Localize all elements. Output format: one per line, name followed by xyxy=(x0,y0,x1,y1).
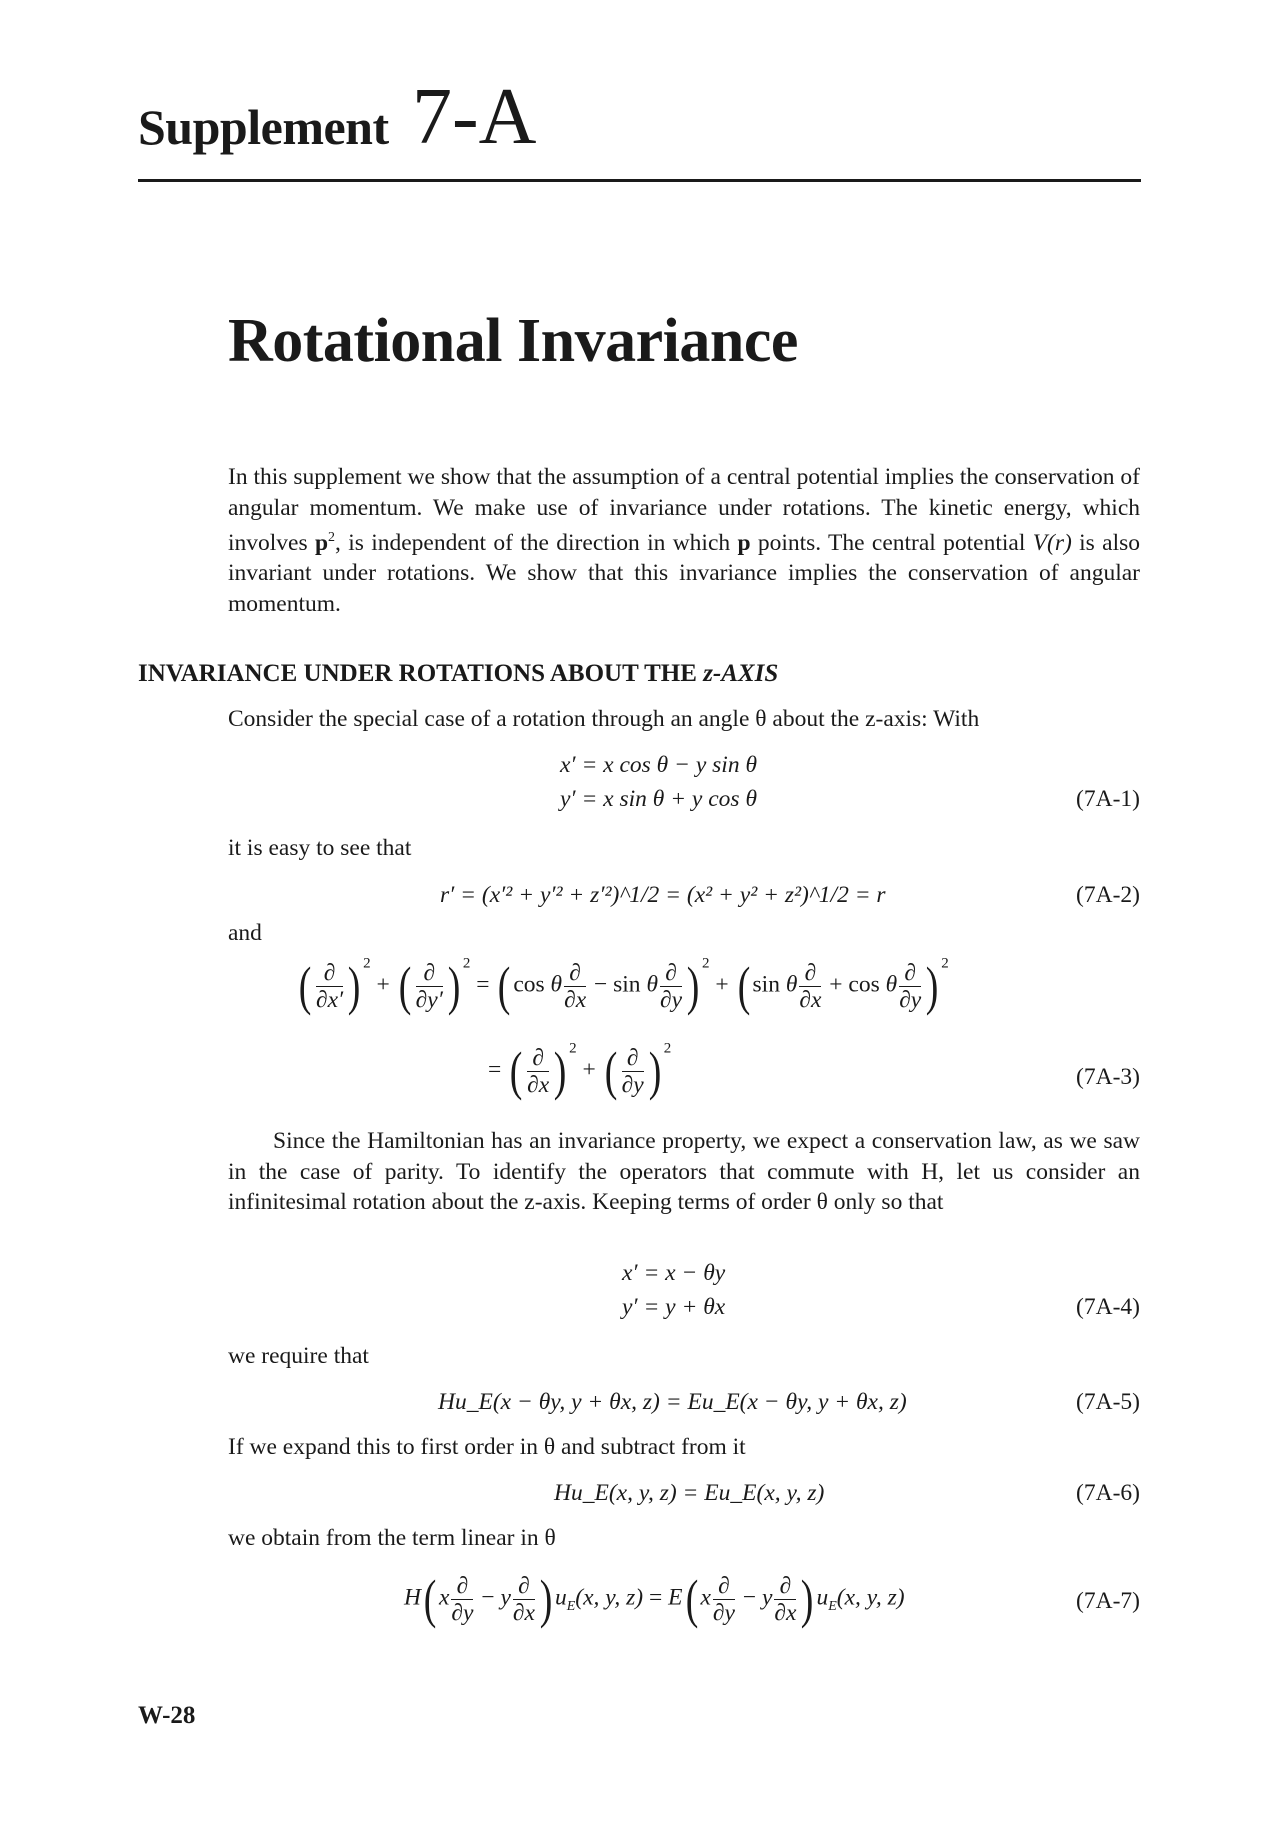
easy-text: it is easy to see that xyxy=(228,835,412,861)
supplement-label: Supplement xyxy=(138,99,389,155)
intro-text-1: In this supplement we show that the assumption of a central potential implies the conservation of angular momentum. We make use of invariance under rotations. The kinetic energy, which involves xyxy=(228,464,1140,556)
eq-7a-1-line2: y′ = x sin θ + y cos θ xyxy=(560,786,757,812)
intro-text-3: points. The central potential xyxy=(750,529,1033,556)
intro-text-4: is also invariant under rotations. We show that this invariance implies the conservation of angular momentum. xyxy=(228,529,1140,617)
require-text: we require that xyxy=(228,1343,369,1369)
eq-number-7a-7: (7A-7) xyxy=(1076,1588,1140,1614)
eq-7a-5: Hu_E(x − θy, y + θx, z) = Eu_E(x − θy, y + θx, z) xyxy=(438,1389,907,1415)
eq-7a-2: r′ = (x′² + y′² + z′²)^1/2 = (x² + y² + z²)^1/2 = r xyxy=(440,882,886,908)
eq-number-7a-2: (7A-2) xyxy=(1076,882,1140,908)
consider-text: Consider the special case of a rotation through an angle θ about the z-axis: With xyxy=(228,706,980,732)
section-heading xyxy=(138,660,778,688)
eq-7a-4-line2: y′ = y + θx xyxy=(622,1294,726,1320)
and-text: and xyxy=(228,920,262,946)
eq-7a-7: H( x $\frac{\partial}{\partial y}$ − y $\frac{\partial}{\partial x}$ ) $u_E(x$, y, z) = E( x $\frac{\partial}{\partial y}$ − y $\frac{\partial}{\partial x}$ ) $u_E(x$, y, z) xyxy=(404,1569,905,1629)
p-sup: 2 xyxy=(328,530,336,545)
eq-7a-3-line2: = ( $\frac{\partial}{\partial x}$ ) $^2$ + ( $\frac{\partial}{\partial y}$ ) $^2$ xyxy=(488,1040,672,1101)
header-rule xyxy=(138,179,1141,182)
eq-7a-3-line1: ( $\frac{\partial}{\partial x'}$ ) $^2$ + ( $\frac{\partial}{\partial y'}$ ) $^2$ = ( cos θ $\frac{\partial}{\partial x}$ − sin θ $\frac{\partial}{\partial y}$ ) $^2$ + ( sin θ $\frac{\partial}{\partial x}$ + cos θ $\frac{\partial}{\partial y}$ ) $^2$ xyxy=(298,955,949,1016)
section-heading-text: INVARIANCE UNDER ROTATIONS ABOUT THE xyxy=(138,660,704,687)
potential-symbol: V(r) xyxy=(1032,529,1072,556)
chapter-title: Rotational Invariance xyxy=(228,307,798,375)
eq-7a-4-line1: x′ = x − θy xyxy=(622,1260,726,1286)
expand-text: If we expand this to first order in θ and subtract from it xyxy=(228,1434,746,1460)
intro-text-2: , is independent of the direction in which xyxy=(335,529,738,556)
eq-7a-1-line1: x′ = x cos θ − y sin θ xyxy=(560,752,757,778)
intro-paragraph xyxy=(228,462,1140,619)
section-heading-axis: z-AXIS xyxy=(703,660,779,687)
page-number: W-28 xyxy=(138,1702,196,1729)
obtain-text: we obtain from the term linear in θ xyxy=(228,1525,556,1551)
eq-number-7a-6: (7A-6) xyxy=(1076,1480,1140,1506)
eq-number-7a-5: (7A-5) xyxy=(1076,1389,1140,1415)
supplement-number: 7-A xyxy=(412,73,537,161)
p-bold: p xyxy=(314,529,329,556)
eq-number-7a-1: (7A-1) xyxy=(1076,786,1140,812)
eq-number-7a-3: (7A-3) xyxy=(1076,1064,1140,1090)
hamiltonian-paragraph: Since the Hamiltonian has an invariance property, we expect a conservation law, as we saw in the case of parity. To identify the operators that commute with H, let us consider an infinitesimal rotation about the z-axis. Keeping terms of order θ only so that xyxy=(228,1128,1140,1215)
eq-number-7a-4: (7A-4) xyxy=(1076,1294,1140,1320)
eq-7a-6: Hu_E(x, y, z) = Eu_E(x, y, z) xyxy=(554,1480,825,1506)
p-bold-2: p xyxy=(737,529,751,556)
